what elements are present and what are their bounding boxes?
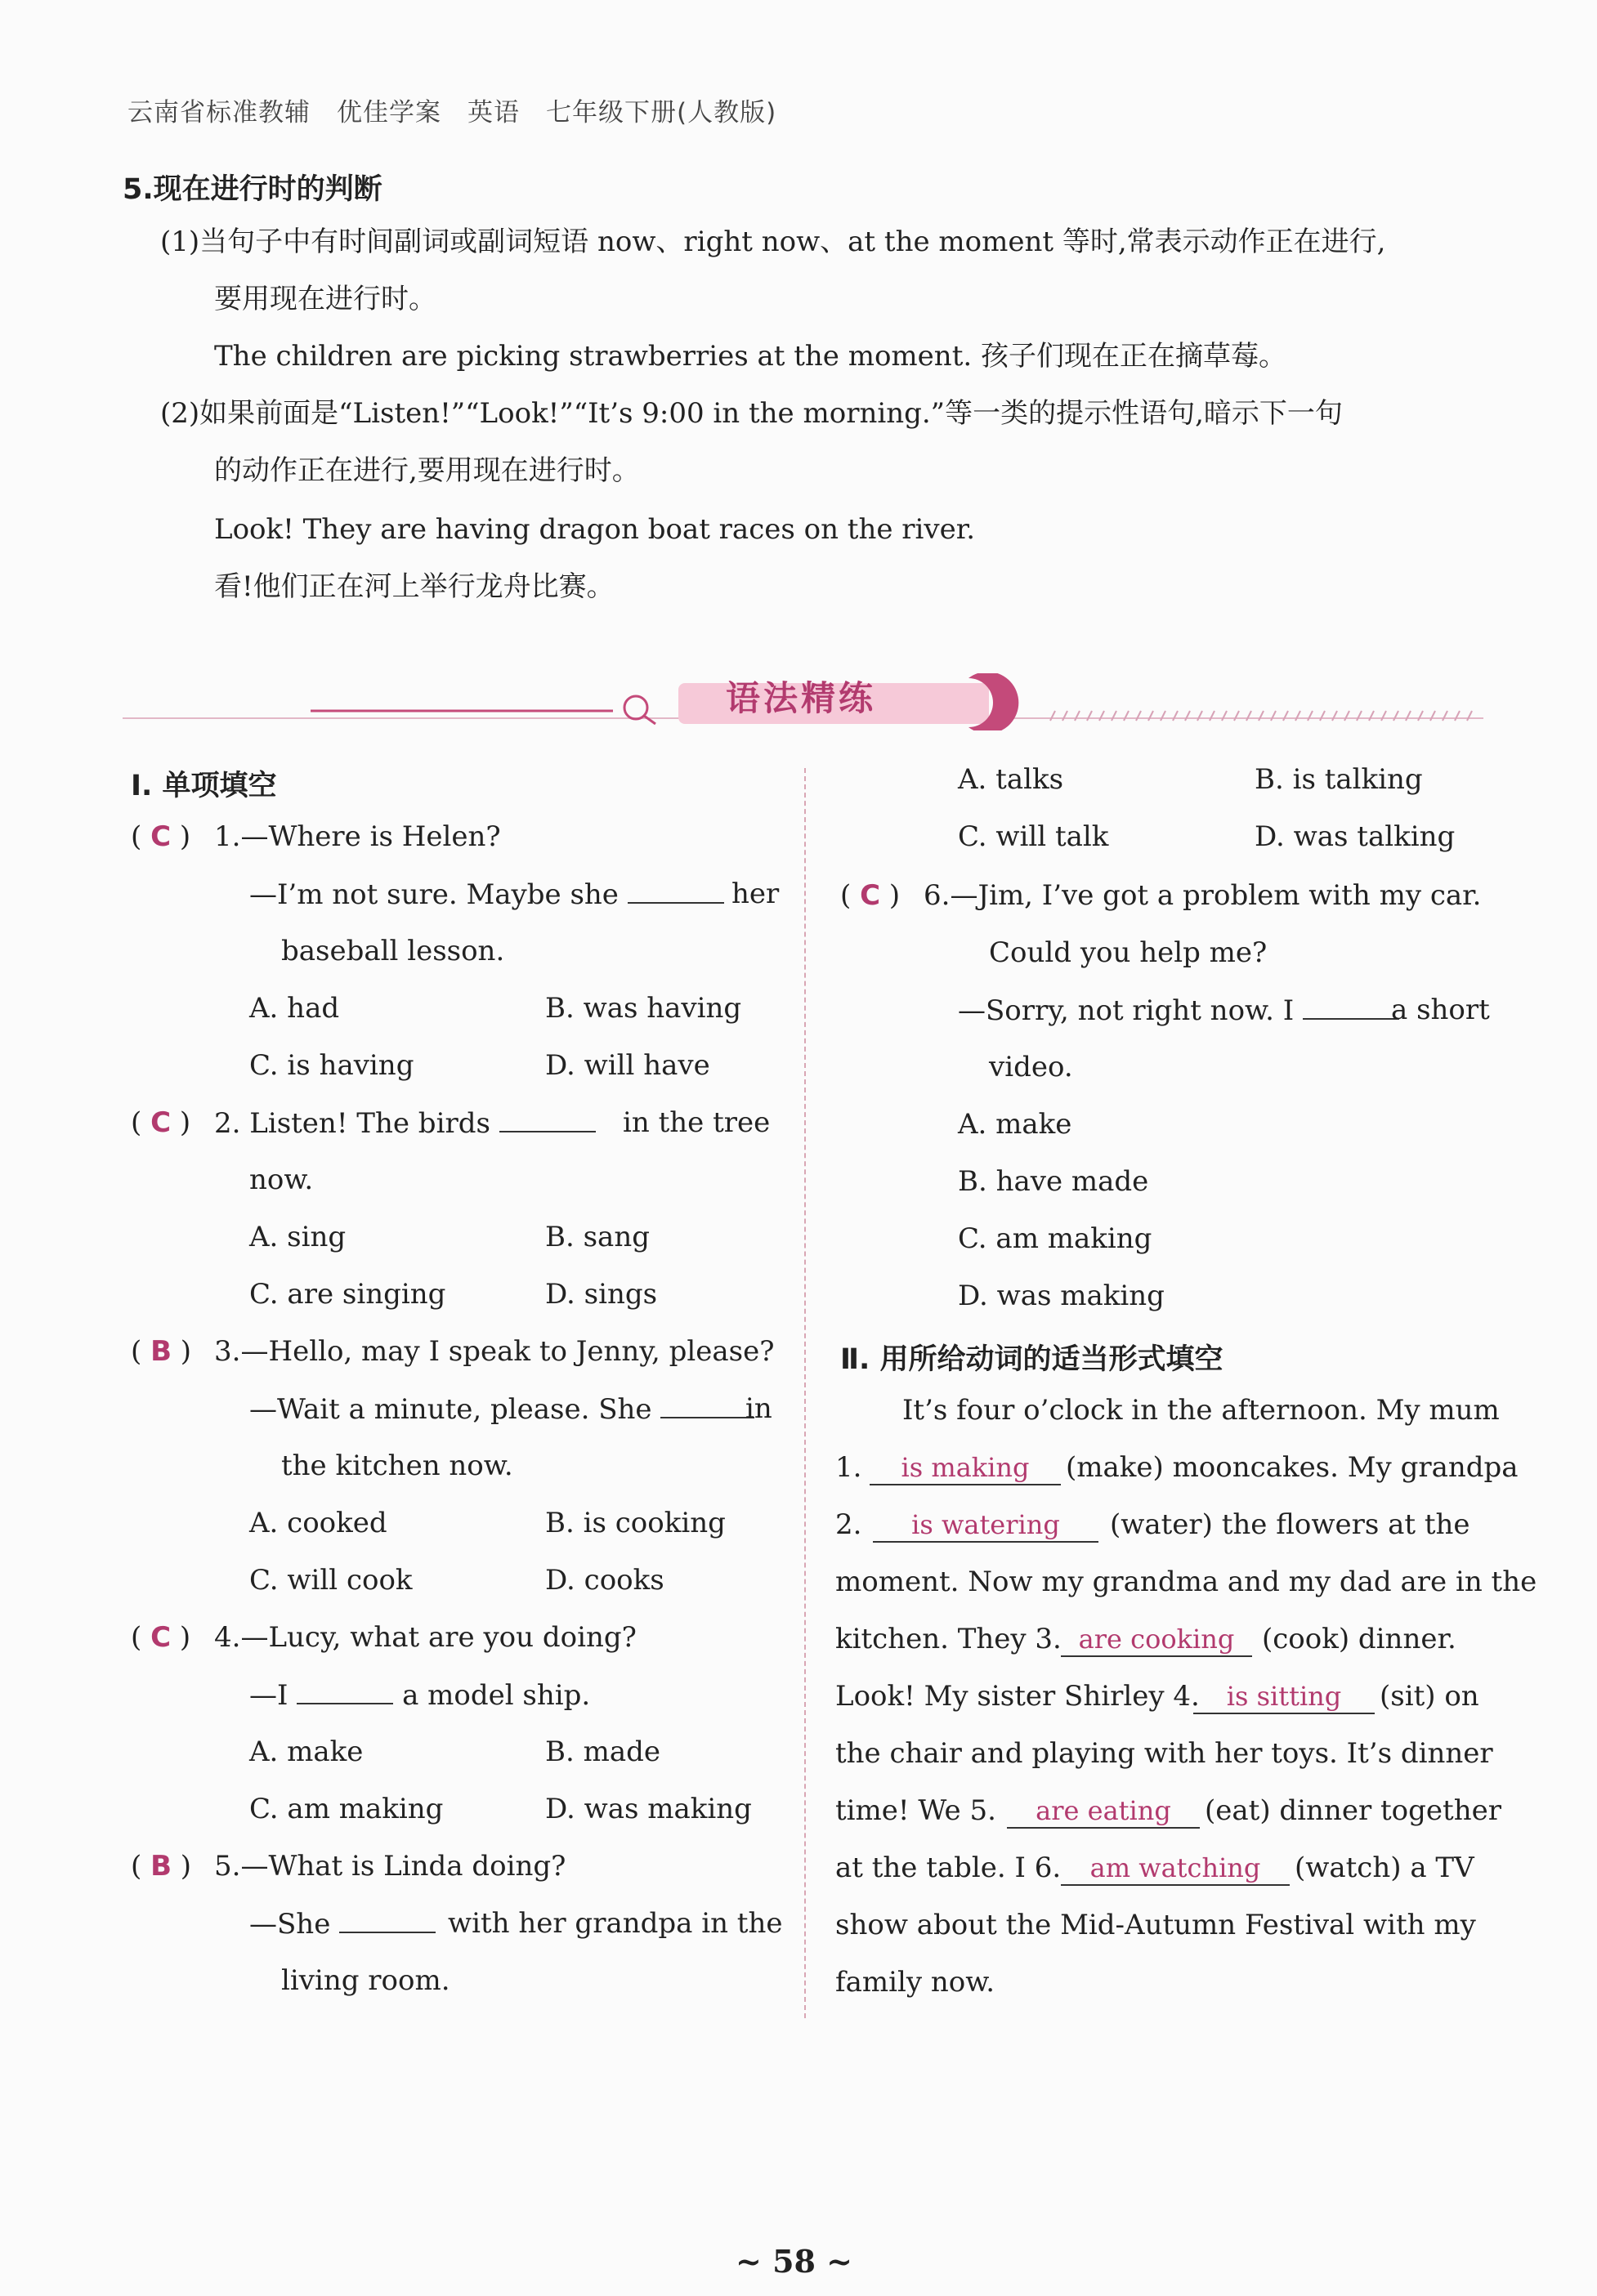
q5-option-a: A. talks [958,763,1064,796]
p2-line2-rest: (make) mooncakes. My grandpa [1066,1451,1519,1484]
q1-paren: ( C ) [131,820,191,853]
banner-title: 语法精练 [726,678,877,718]
q5-stem: 5.—What is Linda doing? [214,1850,566,1883]
q2-answer: C [150,1106,172,1139]
p2-line11: family now. [835,1966,995,1999]
column-divider [804,768,806,2018]
q4-answer: C [150,1621,172,1654]
p2-line8-rest: (eat) dinner together [1205,1794,1501,1827]
p2-answer-5: are eating [1007,1796,1200,1829]
q5-blank [339,1907,436,1933]
q3-line2: —Wait a minute, please. She [249,1392,754,1426]
rule1-line1: (1)当句子中有时间副词或副词短语 now、right now、at the moment 等时,常表示动作正在进行, [160,226,1386,258]
p2-line9-rest: (watch) a TV [1295,1852,1474,1884]
q6-line2: Could you help me? [989,936,1268,969]
q1-line2-end: her [731,878,780,910]
p2-num1: 1. [835,1451,862,1484]
section-title: 5.现在进行时的判断 [123,173,382,206]
p2-line5-pre: kitchen. They 3. [835,1623,1062,1655]
q4-blank [297,1678,393,1704]
q3-option-b: B. is cooking [545,1507,726,1539]
q1-blank [628,878,724,904]
q1-option-d: D. will have [545,1049,710,1082]
q4-option-a: A. make [249,1735,364,1768]
q6-paren: ( C ) [840,879,901,912]
q2-stem: 2. Listen! The birds [214,1106,596,1140]
q2-option-b: B. sang [545,1221,650,1253]
magnifier-icon [624,696,647,719]
rule2-example-cn: 看!他们正在河上举行龙舟比赛。 [214,570,615,603]
q4-stem: 4.—Lucy, what are you doing? [214,1621,637,1654]
q5-option-b: B. is talking [1255,763,1423,796]
q5-line2-end: with her grandpa in the [448,1907,783,1940]
p2-line6-rest: (sit) on [1380,1680,1479,1713]
rule1-example: The children are picking strawberries at the moment. 孩子们现在正在摘草莓。 [214,340,1286,373]
p2-line7: the chair and playing with her toys. It’s dinner [835,1737,1493,1770]
q4-line2: —I a model ship. [249,1679,591,1712]
rule1-line2: 要用现在进行时。 [214,283,436,315]
q1-option-c: C. is having [249,1049,414,1082]
q2-line2: now. [249,1164,314,1196]
q4-paren: ( C ) [131,1621,191,1654]
q4-option-b: B. made [545,1735,660,1768]
q6-line4: video. [989,1051,1073,1083]
rule2-line2: 的动作正在进行,要用现在进行时。 [214,454,640,487]
p2-answer-3: are cooking [1061,1624,1252,1657]
q2-paren: ( C ) [131,1106,191,1139]
q4-option-d: D. was making [545,1793,752,1825]
p2-line1: It’s four o’clock in the afternoon. My mum [902,1394,1500,1427]
page-number: ~ 58 ~ [736,2243,853,2280]
q2-option-a: A. sing [249,1221,347,1253]
q3-line3: the kitchen now. [281,1450,513,1482]
q1-stem: 1.—Where is Helen? [214,820,501,853]
q5-line3: living room. [281,1964,450,1997]
q3-answer: B [150,1335,172,1368]
q6-line3: —Sorry, not right now. I [958,994,1399,1027]
p2-line5-rest: (cook) dinner. [1262,1623,1456,1655]
q1-option-b: B. was having [545,992,742,1025]
part2-title: Ⅱ. 用所给动词的适当形式填空 [840,1343,1223,1376]
q2-blank [499,1106,596,1132]
q5-answer: B [150,1850,172,1883]
q5-paren: ( B ) [131,1850,192,1883]
p2-answer-4: is sitting [1193,1682,1375,1714]
q2-stem-end: in the tree [623,1106,771,1139]
p2-line3-rest: (water) the flowers at the [1110,1508,1470,1541]
p2-num2: 2. [835,1508,862,1541]
q3-option-a: A. cooked [249,1507,387,1539]
q6-option-a: A. make [958,1108,1072,1141]
q6-option-c: C. am making [958,1222,1152,1255]
q3-option-d: D. cooks [545,1564,664,1597]
q3-blank [660,1392,754,1418]
q1-option-a: A. had [249,992,340,1025]
q2-option-c: C. are singing [249,1278,446,1311]
q6-stem: 6.—Jim, I’ve got a problem with my car. [924,879,1482,912]
q6-line3-end: a short [1391,994,1490,1026]
p2-answer-2: is watering [873,1510,1098,1543]
q2-option-d: D. sings [545,1278,658,1311]
page-header: 云南省标准教辅 优佳学案 英语 七年级下册(人教版) [127,98,777,127]
q3-stem: 3.—Hello, may I speak to Jenny, please? [214,1335,775,1368]
q3-line2-end: in [745,1392,772,1425]
p2-line9-pre: at the table. I 6. [835,1852,1062,1884]
rule2-example-en: Look! They are having dragon boat races on the river. [214,513,976,546]
p2-line8-pre: time! We 5. [835,1794,996,1827]
rule2-line1: (2)如果前面是“Listen!”“Look!”“It’s 9:00 in the morning.”等一类的提示性语句,暗示下一句 [160,397,1343,430]
p2-line10: show about the Mid-Autumn Festival with my [835,1909,1476,1941]
p2-line4: moment. Now my grandma and my dad are in the [835,1566,1537,1598]
q6-option-b: B. have made [958,1165,1149,1198]
q6-answer: C [860,879,881,912]
q4-option-c: C. am making [249,1793,444,1825]
q6-blank [1303,994,1399,1020]
p2-answer-6: am watching [1061,1853,1290,1886]
q6-option-d: D. was making [958,1280,1165,1312]
q3-option-c: C. will cook [249,1564,413,1597]
q1-line3: baseball lesson. [281,935,505,967]
q5-option-d: D. was talking [1255,820,1456,853]
q1-answer: C [150,820,172,853]
q5-option-c: C. will talk [958,820,1109,853]
p2-answer-1: is making [870,1453,1061,1485]
q3-paren: ( B ) [131,1335,192,1368]
q1-line2: —I’m not sure. Maybe she [249,878,724,911]
q5-line2: —She [249,1907,436,1941]
p2-line6-pre: Look! My sister Shirley 4. [835,1680,1200,1713]
part1-title: Ⅰ. 单项填空 [131,770,277,802]
